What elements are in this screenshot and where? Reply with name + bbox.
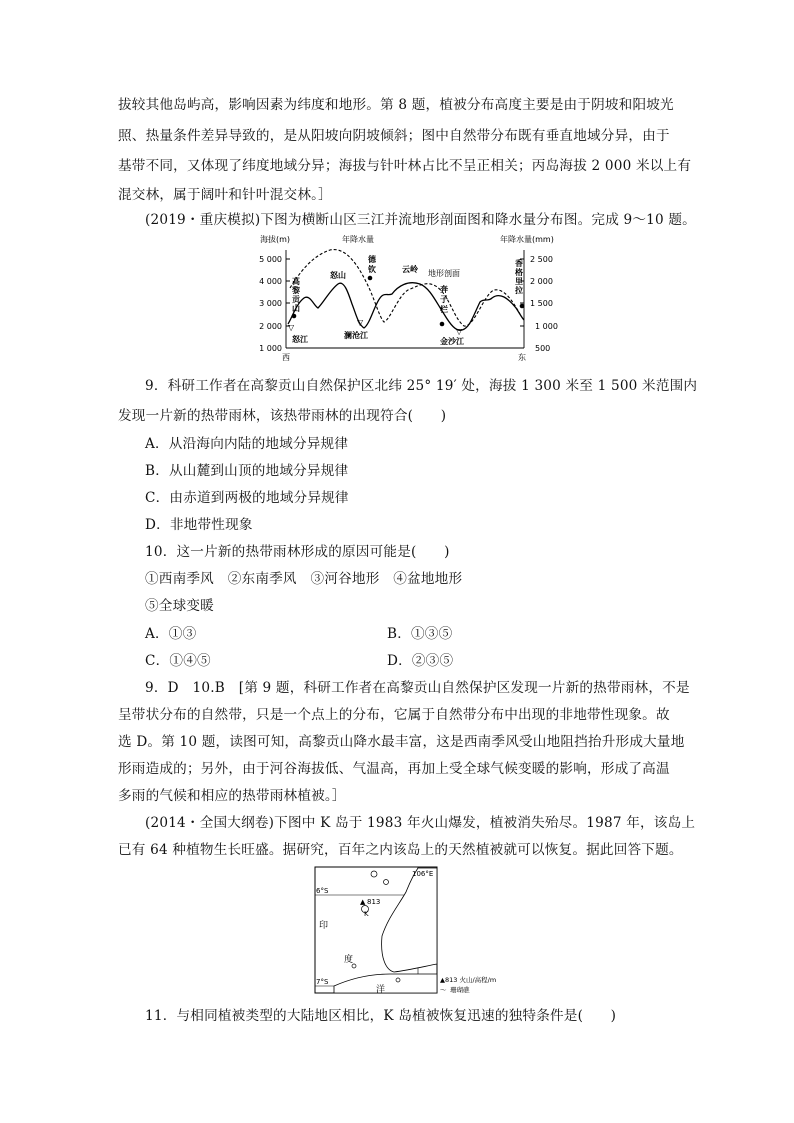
left-tick: 1 000 (259, 344, 282, 353)
left-tick: 2 000 (259, 322, 282, 331)
answer-line: 9．D 10.B [第 9 题，科研工作者在高黎贡山自然保护区发现一片新的热带雨林，不是 (145, 680, 690, 696)
question-10-items: ①西南季风 ②东南季风 ③河谷地形 ④盆地地形 (145, 571, 463, 587)
lon-label: 106°E (412, 870, 434, 878)
option-d: D．非地带性现象 (145, 517, 253, 533)
left-tick: 3 000 (259, 299, 282, 308)
answer-line: 呈带状分布的自然带，只是一个点上的分布，它属于自然带分布中出现的非地带性现象。故 (118, 707, 670, 723)
river-label: 澜沧江 (344, 331, 368, 340)
east-label: 东 (518, 353, 526, 362)
place-label: 子 (440, 295, 448, 304)
terrain-profile-figure (252, 232, 558, 364)
reef-icon: 〜 (440, 986, 447, 994)
place-label: 黎 (292, 286, 300, 295)
terrain-curve (288, 283, 524, 331)
volcano-triangle-icon: ▲ (360, 898, 366, 906)
place-label: 云岭 (402, 265, 418, 274)
lat-label: 6°S (316, 887, 329, 895)
question-9-cont: 发现一片新的热带雨林，该热带雨林的出现符合( ) (118, 408, 447, 424)
place-label: 德 (368, 255, 376, 264)
right-tick: 1 500 (530, 299, 553, 308)
right-tick: 1 000 (535, 322, 558, 331)
question-10: 10．这一片新的热带雨林形成的原因可能是( ) (145, 544, 450, 560)
answer-line: 选 D。第 10 题，读图可知，高黎贡山降水最丰富，这是西南季风受山地阻挡抬升形成大量地 (118, 734, 685, 750)
island-label: K (364, 910, 369, 918)
place-label: 栏 (440, 305, 448, 314)
precip-legend: 年降水量 (342, 235, 374, 244)
option-a: A．①③ (145, 626, 197, 642)
left-axis-title: 海拔(m) (260, 235, 291, 244)
right-tick: 2 500 (530, 255, 553, 264)
place-dot (440, 322, 445, 327)
lat-label: 7°S (316, 978, 329, 986)
right-tick: 2 000 (530, 277, 553, 286)
question-9: 9．科研工作者在高黎贡山自然保护区北纬 25° 19′ 处，海拔 1 300 米至 1 500 米范围内 (145, 378, 698, 394)
place-label: 奔 (440, 285, 448, 294)
answer-line: 形雨造成的；另外，由于河谷海拔低、气温高，再加上受全球气候变暖的影响，形成了高温 (118, 761, 670, 777)
question-source: (2019・重庆模拟)下图为横断山区三江并流地形剖面图和降水量分布图。完成 9～10 题。 (145, 212, 696, 228)
land-mass (334, 974, 437, 993)
terrain-legend: 地形剖面 (428, 269, 460, 278)
place-label: 香 (515, 259, 523, 268)
volcano-elevation: 813 (367, 898, 381, 906)
place-label: 拉 (515, 286, 523, 295)
place-dot (368, 276, 373, 281)
precipitation-curve (290, 250, 520, 327)
ocean-label: 度 (344, 955, 354, 965)
west-label: 西 (282, 353, 290, 362)
place-label: 怒山 (330, 271, 346, 280)
place-label: 高 (292, 277, 300, 286)
ocean-label: 印 (319, 921, 329, 931)
left-tick: 5 000 (259, 255, 282, 264)
place-label: 贡 (292, 295, 300, 304)
text-line: 照、热量条件差异导致的，是从阳坡向阴坡倾斜；图中自然带分布既有垂直地域分异，由于 (118, 128, 670, 144)
river-label: 金沙江 (440, 337, 464, 346)
text-line: 基带不同，又体现了纬度地域分异；海拔与针叶林占比不呈正相关；丙岛海拔 2 000 米以上有 (118, 158, 692, 174)
right-tick: 500 (535, 344, 551, 353)
ocean-label: 洋 (376, 985, 386, 995)
option-b: B．①③⑤ (387, 626, 453, 642)
place-label: 钦 (368, 265, 376, 274)
question-11: 11．与相同植被类型的大陆地区相比，K 岛植被恢复迅速的独特条件是( ) (145, 1008, 617, 1024)
text-line: 混交林，属于阔叶和针叶混交林。］ (118, 187, 332, 203)
land-mass (382, 868, 437, 972)
option-d: D．②③⑤ (387, 653, 454, 669)
right-axis-title: 年降水量(mm) (500, 235, 554, 244)
text-line: 拔较其他岛屿高，影响因素为纬度和地形。第 8 题，植被分布高度主要是由于阴坡和阳坡光 (118, 97, 674, 113)
legend-volcano: ▲813 火山/高程/m (440, 976, 497, 984)
option-c: C．①④⑤ (145, 653, 211, 669)
place-dot (292, 314, 297, 319)
river-marker-icon: ▽ (288, 323, 295, 332)
river-marker-icon: ▽ (456, 327, 463, 336)
place-label: 山 (292, 304, 300, 313)
answer-line: 多雨的气候和相应的热带雨林植被。］ (118, 788, 346, 804)
question-source-cont: 已有 64 种植物生长旺盛。据研究，百年之内该岛上的天然植被就可以恢复。据此回答下题。 (118, 842, 683, 858)
place-label: 里 (515, 277, 523, 286)
river-marker-icon: ▽ (357, 318, 364, 327)
option-a: A．从沿海向内陆的地域分异规律 (145, 436, 349, 452)
left-tick: 4 000 (259, 277, 282, 286)
place-dot (520, 304, 525, 309)
option-b: B．从山麓到山顶的地域分异规律 (145, 463, 349, 479)
option-c: C．由赤道到两极的地域分异规律 (145, 490, 349, 506)
question-10-items: ⑤全球变暖 (145, 598, 214, 614)
legend-reef: 珊瑚礁 (450, 986, 470, 994)
river-label: 怒江 (292, 335, 308, 344)
question-source: (2014・全国大纲卷)下图中 K 岛于 1983 年火山爆发，植被消失殆尽。1987 年，该岛上 (145, 815, 696, 831)
k-island-map (314, 866, 500, 996)
place-label: 格 (515, 268, 523, 277)
